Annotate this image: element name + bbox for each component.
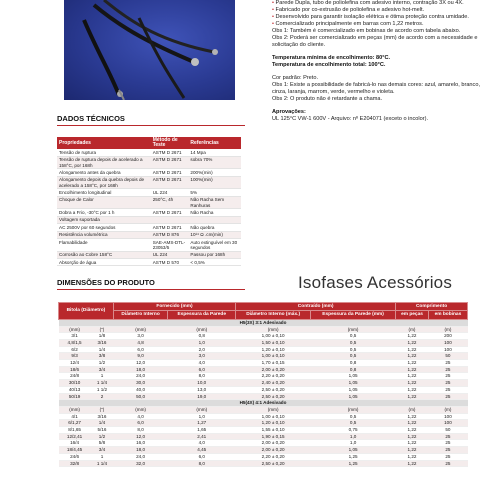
dim-row bbox=[59, 326, 468, 333]
dim-cell: 25 bbox=[428, 393, 467, 400]
temp-total: Temperatura de encolhimento total: 100°C. bbox=[272, 62, 386, 68]
tech-cell bbox=[188, 216, 241, 223]
dim-cell: 24,0 bbox=[113, 373, 168, 380]
dim-cell: 3/16 bbox=[91, 339, 114, 346]
dim-cell: 2,00 ± 0,20 bbox=[236, 447, 311, 454]
dim-cell: 3/16 bbox=[91, 413, 114, 420]
dim-cell: 32,0 bbox=[113, 460, 168, 467]
dim-cell: 0,5 bbox=[311, 333, 396, 340]
product-description bbox=[272, 0, 484, 123]
tech-row bbox=[57, 258, 241, 265]
dim-cell: 1,22 bbox=[396, 339, 429, 346]
dim-cell: 18/6 bbox=[59, 366, 91, 373]
dim-cell: 1/8 bbox=[91, 333, 114, 340]
dim-cell: 10,0 bbox=[168, 380, 236, 387]
dim-row bbox=[59, 433, 468, 440]
tech-row bbox=[57, 224, 241, 231]
dim-cell: 4,0 bbox=[168, 440, 236, 447]
dim-cell: (mm) bbox=[311, 326, 396, 333]
dim-cell: 1/4 bbox=[91, 346, 114, 353]
dim-cell: 6,0 bbox=[168, 366, 236, 373]
dim-cell: 4,8/1,5 bbox=[59, 339, 91, 346]
tech-cell: Encolhimento longitudinal bbox=[57, 189, 151, 196]
dim-cell: 4,8 bbox=[113, 339, 168, 346]
dim-cell: 1,22 bbox=[396, 453, 429, 460]
tech-cell bbox=[151, 216, 189, 223]
dim-cell: 4/1 bbox=[59, 413, 91, 420]
dim-cell: 18,0 bbox=[113, 366, 168, 373]
dim-cell: 0,8 bbox=[168, 333, 236, 340]
dim-cell: 16/4 bbox=[59, 440, 91, 447]
tech-cell: Voltagem suportada bbox=[57, 216, 151, 223]
tech-cell: ASTM D 2671 bbox=[151, 156, 189, 169]
dim-row bbox=[59, 420, 468, 427]
dim-cell: 0,8 bbox=[311, 360, 396, 367]
tech-cell: sobra 70% bbox=[188, 156, 241, 169]
tech-cell: 5% bbox=[188, 189, 241, 196]
dim-cell: 0,5 bbox=[311, 420, 396, 427]
bullet-3: • Desenvolvido para garantir isolação elétrica e ótima proteção contra umidade. bbox=[272, 14, 484, 21]
tech-row bbox=[57, 189, 241, 196]
tech-row bbox=[57, 176, 241, 189]
dim-cell: 8,0 bbox=[168, 460, 236, 467]
tech-row bbox=[57, 251, 241, 258]
tech-cell: Absorção de água bbox=[57, 258, 151, 265]
sub-header: Diâmetro Interno bbox=[113, 311, 168, 319]
dim-cell: 25 bbox=[428, 366, 467, 373]
dim-cell: 3,0 bbox=[168, 353, 236, 360]
dim-row bbox=[59, 353, 468, 360]
dim-cell: 12,0 bbox=[113, 360, 168, 367]
dim-cell: 1,22 bbox=[396, 346, 429, 353]
dim-cell: 1,22 bbox=[396, 433, 429, 440]
dim-cell: 1 1/4 bbox=[91, 380, 114, 387]
tech-row bbox=[57, 169, 241, 176]
dim-row bbox=[59, 406, 468, 413]
dim-cell: 40,0 bbox=[113, 386, 168, 393]
tech-cell: Não Racha bbox=[188, 209, 241, 216]
dim-cell: 24/6 bbox=[59, 453, 91, 460]
dim-cell: 18,0 bbox=[113, 447, 168, 454]
dim-cell: 1/2 bbox=[91, 360, 114, 367]
dim-row bbox=[59, 460, 468, 467]
tech-row bbox=[57, 209, 241, 216]
comprimento-header: Comprimento bbox=[396, 303, 468, 311]
dim-cell: 1,90 ± 0,15 bbox=[236, 433, 311, 440]
dim-cell: 1,22 bbox=[396, 393, 429, 400]
tech-header: Referências bbox=[188, 137, 241, 149]
sub-header: Espessura da Parede (mm) bbox=[311, 311, 396, 319]
dim-cell: 50 bbox=[428, 427, 467, 434]
dim-cell: 1,22 bbox=[396, 440, 429, 447]
dim-cell: 3/4 bbox=[91, 447, 114, 454]
tech-cell: Resistência volumétrica bbox=[57, 231, 151, 238]
dim-row bbox=[59, 413, 468, 420]
dim-cell: 5/8 bbox=[91, 440, 114, 447]
dim-cell: 1,55 ± 0,10 bbox=[236, 427, 311, 434]
product-photo bbox=[64, 0, 235, 100]
dim-cell: (m) bbox=[396, 406, 429, 413]
dim-cell: 1 bbox=[91, 453, 114, 460]
dim-cell: 25 bbox=[428, 360, 467, 367]
dim-cell: 1,22 bbox=[396, 366, 429, 373]
tech-cell: ASTM D 570 bbox=[151, 258, 189, 265]
tech-row bbox=[57, 156, 241, 169]
tech-cell: Passou por 168h bbox=[188, 251, 241, 258]
dim-cell: 25 bbox=[428, 447, 467, 454]
dim-cell: 1,20 ± 0,10 bbox=[236, 420, 311, 427]
dim-group-label: H5(3X) 3:1 Adesivado bbox=[59, 319, 468, 326]
dim-cell: 6,0 bbox=[113, 346, 168, 353]
dim-cell: 1,22 bbox=[396, 333, 429, 340]
dim-row bbox=[59, 427, 468, 434]
dim-cell: 1,22 bbox=[396, 373, 429, 380]
tech-cell: Tensão de ruptura depois de acelerado a 158°C, por 168h bbox=[57, 156, 151, 169]
dim-cell: 2,0 bbox=[168, 346, 236, 353]
dim-row bbox=[59, 366, 468, 373]
cable-photo-icon bbox=[64, 0, 235, 100]
sub-header: Diâmetro Interno (máx.) bbox=[236, 311, 311, 319]
dim-cell: 2,40 ± 0,20 bbox=[236, 380, 311, 387]
dim-cell: 5/16 bbox=[91, 427, 114, 434]
temp-min: Temperatura mínima de encolhimento: 80°C. bbox=[272, 55, 391, 61]
tech-header: Método de Teste bbox=[151, 137, 189, 149]
tech-cell: ASTM D 2671 bbox=[151, 209, 189, 216]
dim-cell: 50/19 bbox=[59, 393, 91, 400]
contraido-header: Contraído (mm) bbox=[236, 303, 396, 311]
dims-title: DIMENSÕES DO PRODUTO bbox=[57, 278, 155, 287]
tech-cell: ASTM D 876 bbox=[151, 231, 189, 238]
dim-cell: 2,41 bbox=[168, 433, 236, 440]
bullet-1: • Parede Dupla, tubo de poliolefina com adesivo interno, contração 3X ou 4X. bbox=[272, 0, 484, 7]
dim-row bbox=[59, 386, 468, 393]
dim-cell: 0,75 bbox=[311, 427, 396, 434]
dim-cell: 0,5 bbox=[311, 346, 396, 353]
tech-cell: 100%(min) bbox=[188, 176, 241, 189]
tech-cell: 10¹⁴ Ω .cm(min) bbox=[188, 231, 241, 238]
tech-row bbox=[57, 238, 241, 251]
dim-cell: 1,05 bbox=[311, 386, 396, 393]
tech-cell: Dobra a Frio, -30°C por 1 h bbox=[57, 209, 151, 216]
dim-group-row bbox=[59, 400, 468, 407]
tech-header: Propriedades bbox=[57, 137, 151, 149]
dim-cell: 30,0 bbox=[113, 380, 168, 387]
dim-cell: 1,00 ± 0,10 bbox=[236, 333, 311, 340]
dim-row bbox=[59, 380, 468, 387]
dim-cell: 13,0 bbox=[168, 386, 236, 393]
approvals-text: UL 125°C VW-1 600V - Arquivo: nº E204071 (exceto o incolor). bbox=[272, 116, 429, 122]
dim-cell: 6/1,27 bbox=[59, 420, 91, 427]
tech-cell: Auto extinguível em 30 segundos bbox=[188, 238, 241, 251]
tech-title: DADOS TÉCNICOS bbox=[57, 114, 125, 123]
dims-rule bbox=[57, 289, 245, 290]
dim-group-row bbox=[59, 319, 468, 326]
dim-cell: 3/8 bbox=[91, 353, 114, 360]
dim-cell: 25 bbox=[428, 380, 467, 387]
dim-cell: 4,0 bbox=[168, 360, 236, 367]
dim-cell: 0,5 bbox=[311, 339, 396, 346]
dim-cell: 1 bbox=[91, 373, 114, 380]
dim-row bbox=[59, 447, 468, 454]
fornecido-header: Fornecido (mm) bbox=[113, 303, 235, 311]
dim-cell: 16,0 bbox=[113, 440, 168, 447]
dim-cell: 100 bbox=[428, 420, 467, 427]
tech-cell: Alongamento antes da quebra bbox=[57, 169, 151, 176]
dim-cell: 2,50 ± 0,20 bbox=[236, 386, 311, 393]
dim-cell: 100 bbox=[428, 413, 467, 420]
dim-cell: 1,27 bbox=[168, 420, 236, 427]
tech-cell: Choque de Calor bbox=[57, 196, 151, 209]
dim-cell: 2,00 ± 0,20 bbox=[236, 366, 311, 373]
dim-cell: 1 1/4 bbox=[91, 460, 114, 467]
dim-cell: 1/2 bbox=[91, 433, 114, 440]
dim-cell: 0,8 bbox=[311, 366, 396, 373]
dim-cell: 1 1/2 bbox=[91, 386, 114, 393]
dim-cell: 24,0 bbox=[113, 453, 168, 460]
dim-cell: 12/4 bbox=[59, 360, 91, 367]
dim-cell: 1,70 ± 0,15 bbox=[236, 360, 311, 367]
bitola-header: Bitola (Diâmetro) bbox=[59, 303, 114, 320]
dim-cell: (mm) bbox=[311, 406, 396, 413]
sub-header: em bobinas bbox=[428, 311, 467, 319]
dim-cell: 1,25 bbox=[311, 460, 396, 467]
obs-2: Obs 2: Poderá ser comercializado em peças (mm) de acordo com a necessidade e solicitação do cliente. bbox=[272, 35, 478, 48]
tech-cell: UL 224 bbox=[151, 251, 189, 258]
dim-cell: 6,0 bbox=[113, 420, 168, 427]
dim-cell: 1,22 bbox=[396, 447, 429, 454]
dim-cell: 1,25 bbox=[311, 453, 396, 460]
dim-cell: 8/1,65 bbox=[59, 427, 91, 434]
dim-cell: 50 bbox=[428, 353, 467, 360]
dim-cell: 4,0 bbox=[113, 413, 168, 420]
tech-cell: ASTM D 2671 bbox=[151, 224, 189, 231]
dim-cell: 1,0 bbox=[311, 433, 396, 440]
dim-cell: 1,0 bbox=[168, 413, 236, 420]
dim-cell: 1,00 ± 0,10 bbox=[236, 413, 311, 420]
dim-cell: 9,0 bbox=[113, 353, 168, 360]
color-obs-2: Obs 2: O produto não é retardante a chama. bbox=[272, 96, 383, 102]
dim-cell: 2,00 ± 0,20 bbox=[236, 440, 311, 447]
dim-cell: (m) bbox=[396, 326, 429, 333]
dim-cell: (mm) bbox=[59, 406, 91, 413]
dim-cell: 24/8 bbox=[59, 373, 91, 380]
dim-cell: 50,0 bbox=[113, 393, 168, 400]
dim-row bbox=[59, 346, 468, 353]
dim-cell: 1,05 bbox=[311, 380, 396, 387]
sub-header: Espessura da Parede bbox=[168, 311, 236, 319]
dim-cell: (mm) bbox=[236, 406, 311, 413]
dim-cell: 100 bbox=[428, 339, 467, 346]
dim-cell: 1,22 bbox=[396, 360, 429, 367]
dim-cell: (mm) bbox=[168, 326, 236, 333]
dim-cell: 3,0 bbox=[113, 333, 168, 340]
dim-cell: 1,05 bbox=[311, 447, 396, 454]
dim-cell: (mm) bbox=[113, 326, 168, 333]
dim-cell: 1,50 ± 0,10 bbox=[236, 339, 311, 346]
dim-cell: 1,65 bbox=[168, 427, 236, 434]
tech-cell: 250°C, 4h bbox=[151, 196, 189, 209]
dim-cell: 200 bbox=[428, 333, 467, 340]
dim-cell: 1,0 bbox=[311, 440, 396, 447]
dim-cell: 1,00 ± 0,10 bbox=[236, 353, 311, 360]
dim-cell: 1,05 bbox=[311, 393, 396, 400]
dim-cell: 1,22 bbox=[396, 380, 429, 387]
tech-rule bbox=[57, 125, 245, 126]
dim-row bbox=[59, 339, 468, 346]
dim-cell: 6,0 bbox=[168, 453, 236, 460]
brand-name: Isofases Acessórios bbox=[298, 273, 453, 292]
dim-cell: (") bbox=[91, 406, 114, 413]
tech-cell: Não Racha Sem Ranhuras bbox=[188, 196, 241, 209]
dim-cell: 25 bbox=[428, 440, 467, 447]
tech-cell: ASTM D 2671 bbox=[151, 169, 189, 176]
tech-cell: Alongamento depois da quebra depois de acelerado a 158°C, por 168h bbox=[57, 176, 151, 189]
dim-cell: 1,05 bbox=[311, 373, 396, 380]
tech-row bbox=[57, 149, 241, 156]
dim-group-label: H5(4X) 4:1 Adesivado bbox=[59, 400, 468, 407]
tech-row bbox=[57, 196, 241, 209]
dim-cell: (mm) bbox=[113, 406, 168, 413]
tech-cell: < 0,5% bbox=[188, 258, 241, 265]
dim-cell: (") bbox=[91, 326, 114, 333]
tech-cell: AC 2500V por 60 segundos bbox=[57, 224, 151, 231]
dim-row bbox=[59, 333, 468, 340]
tech-row bbox=[57, 231, 241, 238]
dim-cell: 25 bbox=[428, 453, 467, 460]
dim-row bbox=[59, 453, 468, 460]
dim-cell: 12/2,41 bbox=[59, 433, 91, 440]
dim-row bbox=[59, 440, 468, 447]
color-obs: Obs 1: Existe a possibilidade de fabricá-lo nas demais cores: azul, amarelo, branco, cinza, laranja, marrom, verde, vermelho e violeta. bbox=[272, 82, 481, 95]
dim-row bbox=[59, 373, 468, 380]
tech-table bbox=[57, 137, 241, 266]
dim-cell: 25 bbox=[428, 433, 467, 440]
dim-cell: 2 bbox=[91, 393, 114, 400]
dim-cell: 32/8 bbox=[59, 460, 91, 467]
dim-cell: 1/4 bbox=[91, 420, 114, 427]
dim-cell: (mm) bbox=[168, 406, 236, 413]
dim-cell: 25 bbox=[428, 460, 467, 467]
dim-cell: 12,0 bbox=[113, 433, 168, 440]
dim-cell: 40/13 bbox=[59, 386, 91, 393]
tech-cell: 200%(min) bbox=[188, 169, 241, 176]
dim-cell: 0,5 bbox=[311, 413, 396, 420]
sub-header: em peças bbox=[396, 311, 429, 319]
dim-cell: (mm) bbox=[59, 326, 91, 333]
color-default: Cor padrão: Preto. bbox=[272, 75, 319, 81]
bullet-2: • Fabricado por co-extrusão de poliolefina e adesivo hot-melt. bbox=[272, 7, 484, 14]
dim-cell: 30/10 bbox=[59, 380, 91, 387]
dim-cell: 1,22 bbox=[396, 460, 429, 467]
dim-row bbox=[59, 360, 468, 367]
dim-cell: 25 bbox=[428, 373, 467, 380]
tech-cell: Não quebra bbox=[188, 224, 241, 231]
tech-cell: SAE-AMS-DTL-23053/5 bbox=[151, 238, 189, 251]
tech-cell: Flamabilidade bbox=[57, 238, 151, 251]
dim-cell: 1,20 ± 0,10 bbox=[236, 346, 311, 353]
dim-cell: 3/1 bbox=[59, 333, 91, 340]
tech-cell: Tensão de ruptura bbox=[57, 149, 151, 156]
dim-cell: 1,22 bbox=[396, 427, 429, 434]
dim-cell: 1,22 bbox=[396, 413, 429, 420]
obs-1: Obs 1: Também é comercializado em bobinas de acordo com tabela abaixo. bbox=[272, 28, 461, 34]
tech-cell: ASTM D 2671 bbox=[151, 176, 189, 189]
bullet-4: • Comercializado principalmente em barras com 1,22 metros. bbox=[272, 21, 484, 28]
tech-row bbox=[57, 216, 241, 223]
dim-cell: 18/4,45 bbox=[59, 447, 91, 454]
dim-cell: (mm) bbox=[236, 326, 311, 333]
dim-cell: 100 bbox=[428, 346, 467, 353]
dim-cell: 8,0 bbox=[168, 373, 236, 380]
dim-cell: 3/4 bbox=[91, 366, 114, 373]
dim-cell: 2,20 ± 0,20 bbox=[236, 373, 311, 380]
dim-cell: 25 bbox=[428, 386, 467, 393]
dim-cell: 1,0 bbox=[168, 339, 236, 346]
dim-cell: 1,22 bbox=[396, 386, 429, 393]
dim-cell: 19,0 bbox=[168, 393, 236, 400]
tech-cell: Corrosão ao Cobre 158°C bbox=[57, 251, 151, 258]
dim-cell: 2,50 ± 0,20 bbox=[236, 460, 311, 467]
tech-cell: 14 Mpa bbox=[188, 149, 241, 156]
dim-cell: 2,20 ± 0,20 bbox=[236, 453, 311, 460]
dim-cell: (m) bbox=[428, 326, 467, 333]
tech-cell: ASTM D 2671 bbox=[151, 149, 189, 156]
dim-row bbox=[59, 393, 468, 400]
approvals-title: Aprovações: bbox=[272, 109, 306, 115]
dim-cell: 0,5 bbox=[311, 353, 396, 360]
tech-cell: UL 224 bbox=[151, 189, 189, 196]
dim-cell: 6/2 bbox=[59, 346, 91, 353]
dim-cell: 8,0 bbox=[113, 427, 168, 434]
dim-cell: 1,22 bbox=[396, 353, 429, 360]
dim-cell: 4,45 bbox=[168, 447, 236, 454]
dim-cell: 2,50 ± 0,20 bbox=[236, 393, 311, 400]
dim-cell: 9/3 bbox=[59, 353, 91, 360]
dim-cell: (m) bbox=[428, 406, 467, 413]
dimensions-table bbox=[58, 302, 468, 467]
dim-cell: 1,22 bbox=[396, 420, 429, 427]
